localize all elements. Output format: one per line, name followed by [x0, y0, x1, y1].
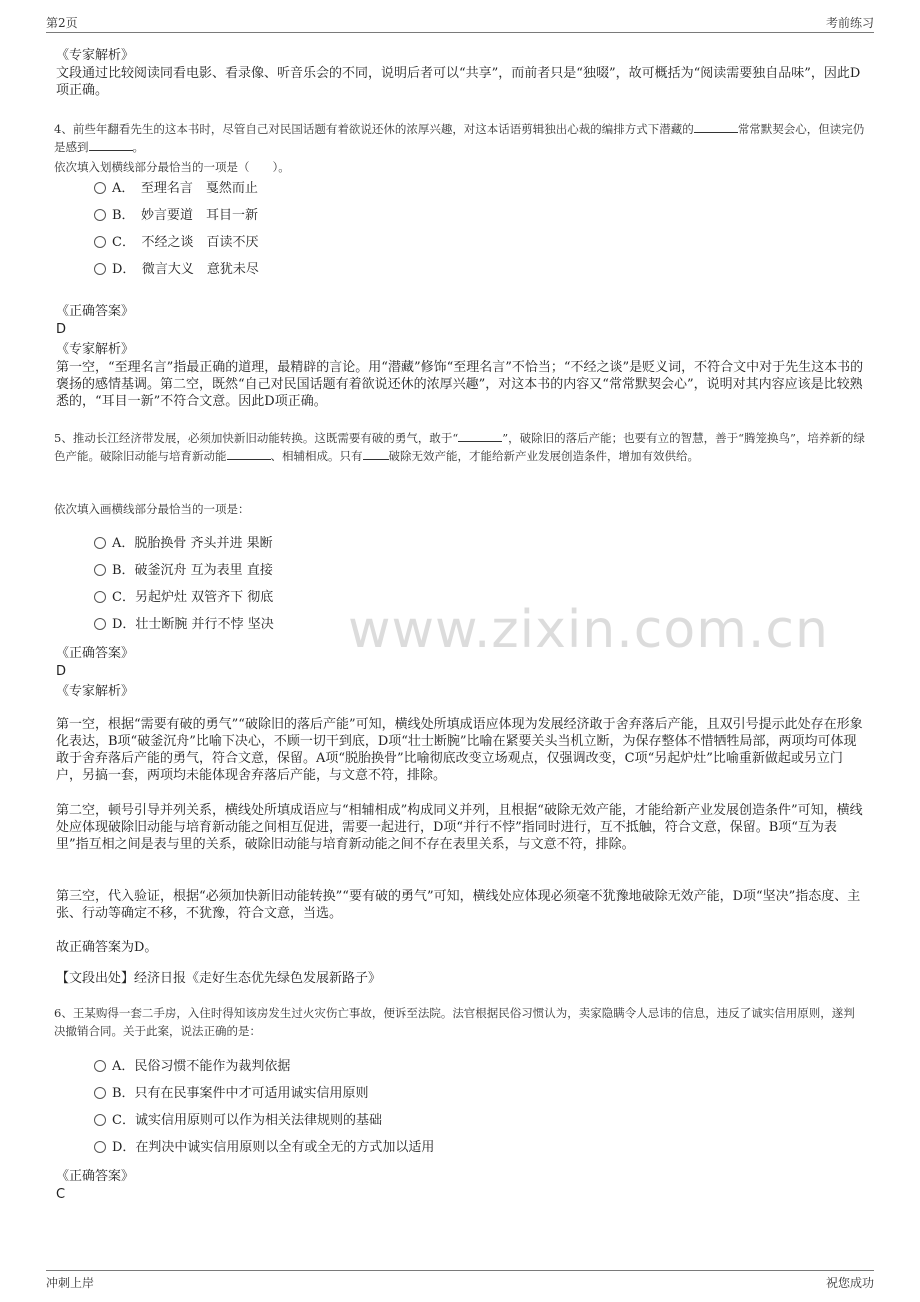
option-c[interactable]: C．诚实信用原则可以作为相关法律规则的基础 [94, 1112, 382, 1130]
answer-conclusion: 故正确答案为D。 [56, 940, 158, 955]
expert-analysis-label: 《专家解析》 [56, 48, 135, 63]
radio-icon[interactable] [94, 618, 106, 630]
page-header [46, 10, 874, 33]
option-d[interactable]: D． 微言大义 意犹未尽 [94, 261, 259, 279]
radio-icon[interactable] [94, 236, 106, 248]
source-citation: 【文段出处】经济日报《走好生态优先绿色发展新路子》 [56, 971, 382, 986]
expert-analysis-text: 文段通过比较阅读同看电影、看录像、听音乐会的不同，说明后者可以“共享”，而前者只是“独啜”，故可概括为“阅读需要独自品味”，因此D项正确。 [56, 66, 861, 98]
option-c[interactable]: C．另起炉灶 双管齐下 彻底 [94, 589, 273, 607]
correct-answer: D [56, 664, 67, 679]
analysis-paragraph: 第二空，顿号引导并列关系，横线处所填成语应与“相辅相成”构成同义并列，且根据“破除无效产能，才能给新产业发展创造条件”可知，横线处应体现破除旧动能与培育新动能之间相互促进，需要一起进行，D项“并行不悖”指同时进行，互不抵触，符合文意，保留。B项“互为表里”指互相之间是表与里的关系，破除旧动能与培育新动能之间不存在表里关系，与文意不符，排除。 [56, 803, 863, 852]
expert-analysis-label: 《专家解析》 [56, 342, 135, 357]
answer-blank [227, 447, 271, 460]
analysis-paragraph: 第一空，根据“需要有破的勇气”“破除旧的落后产能”可知，横线处所填成语应体现为发展经济敢于舍弃落后产能，且双引号提示此处存在形象化表达，B项“破釜沉舟”比喻下决心，不顾一切干到底，D项“壮士断腕”比喻在紧要关头当机立断，为保存整体不惜牺牲局部，两项均可体现敢于舍弃落后产能的勇气，符合文意，保留。A项“脱胎换骨”比喻彻底改变立场观点，仅强调改变，C项“另起炉灶”比喻重新做起或另立门户，另搞一套，两项均未能体现舍弃落后产能，与文意不符，排除。 [56, 717, 863, 783]
radio-icon[interactable] [94, 591, 106, 603]
question-4-text: 4、前些年翻看先生的这本书时，尽管自己对民国话题有着欲说还休的浓厚兴趣，对这本话语剪辑独出心裁的编排方式下潜藏的 常常默契会心，但读完仍是感到 。 [54, 122, 865, 154]
radio-icon[interactable] [94, 263, 106, 275]
radio-icon[interactable] [94, 537, 106, 549]
correct-answer-label: 《正确答案》 [56, 304, 135, 319]
option-d[interactable]: D．在判决中诚实信用原则以全有或全无的方式加以适用 [94, 1139, 434, 1157]
expert-analysis-label: 《专家解析》 [56, 684, 135, 699]
page-footer [46, 1270, 874, 1293]
radio-icon[interactable] [94, 1114, 106, 1126]
question-5-instruction: 依次填入画横线部分最恰当的一项是： [54, 502, 250, 516]
option-b[interactable]: B． 妙言要道 耳目一新 [94, 207, 258, 225]
radio-icon[interactable] [94, 1087, 106, 1099]
page-number: 第2页 [46, 16, 78, 30]
option-b[interactable]: B．破釜沉舟 互为表里 直接 [94, 562, 273, 580]
answer-blank [363, 447, 389, 460]
question-6-text: 6、王某购得一套二手房，入住时得知该房发生过火灾伤亡事故，便诉至法院。法官根据民俗习惯认为，卖家隐瞒令人忌讳的信息，违反了诚实信用原则，遂判决撤销合同。关于此案，说法正确的是： [54, 1006, 855, 1038]
footer-right: 祝您成功 [825, 1276, 874, 1290]
watermark: www.zixin.com.cn [348, 600, 829, 660]
header-title: 考前练习 [825, 16, 874, 30]
option-a[interactable]: A．脱胎换骨 齐头并进 果断 [94, 535, 273, 553]
question-4-instruction: 依次填入划横线部分最恰当的一项是（ ）。 [54, 160, 290, 174]
correct-answer-label: 《正确答案》 [56, 646, 135, 661]
answer-blank [458, 429, 502, 442]
correct-answer: D [56, 322, 67, 337]
answer-blank [694, 120, 738, 133]
radio-icon[interactable] [94, 564, 106, 576]
correct-answer-label: 《正确答案》 [56, 1169, 135, 1184]
option-d[interactable]: D．壮士断腕 并行不悖 坚决 [94, 616, 274, 634]
answer-blank [89, 138, 133, 151]
option-b[interactable]: B．只有在民事案件中才可适用诚实信用原则 [94, 1085, 369, 1103]
option-a[interactable]: A． 至理名言 戛然而止 [94, 180, 258, 198]
expert-analysis-text: 第一空，“至理名言”指最正确的道理，最精辟的言论。用“潜藏”修饰“至理名言”不恰当；“不经之谈”是贬义词，不符合文中对于先生这本书的褒扬的感情基调。第二空，既然“自己对民国话题有着欲说还休的浓厚兴趣”，对这本书的内容又“常常默契会心”，说明对其内容应该是比较熟悉的，“耳目一新”不符合文意。因此D项正确。 [56, 360, 864, 409]
radio-icon[interactable] [94, 1060, 106, 1072]
correct-answer: C [56, 1187, 66, 1202]
analysis-paragraph: 第三空，代入验证，根据“必须加快新旧动能转换”“要有破的勇气”可知，横线处应体现必须毫不犹豫地破除无效产能，D项“坚决”指态度、主张、行动等确定不移，不犹豫，符合文意，当选。 [56, 889, 861, 921]
radio-icon[interactable] [94, 182, 106, 194]
radio-icon[interactable] [94, 1141, 106, 1153]
option-c[interactable]: C． 不经之谈 百读不厌 [94, 234, 258, 252]
question-5-text: 5、推动长江经济带发展，必须加快新旧动能转换。这既需要有破的勇气，敢于“ ”，破除旧的落后产能；也要有立的智慧，善于“腾笼换鸟”，培养新的绿色产能。破除旧动能与培育新动能 、相辅相成。只有 破除无效产能，才能给新产业发展创造条件，增加有效供给。 [54, 431, 865, 463]
footer-left: 冲刺上岸 [46, 1276, 95, 1290]
option-a[interactable]: A．民俗习惯不能作为裁判依据 [94, 1058, 290, 1076]
radio-icon[interactable] [94, 209, 106, 221]
